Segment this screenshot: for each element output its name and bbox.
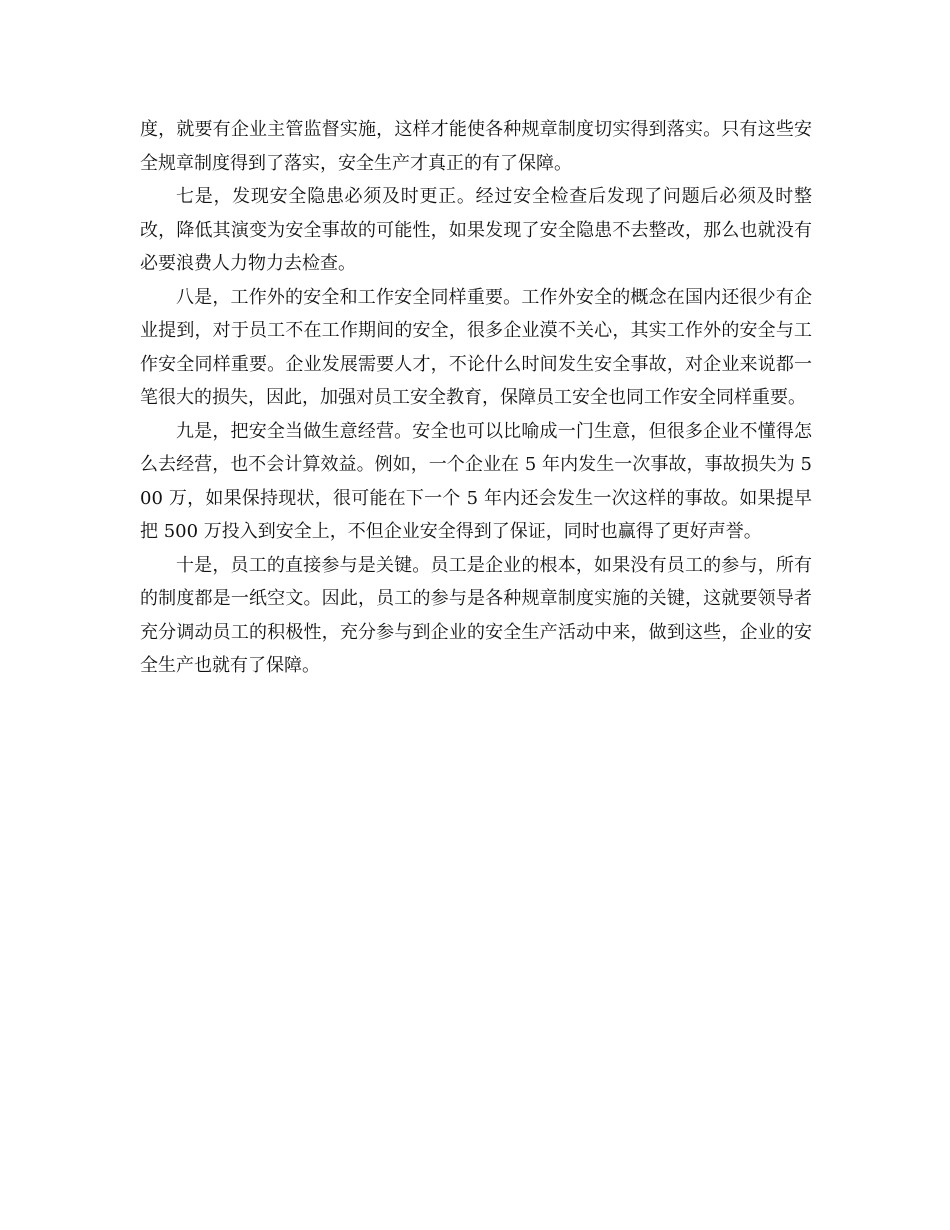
paragraph-item-seven: 七是，发现安全隐患必须及时更正。经过安全检查后发现了问题后必须及时整改，降低其演变为安全事故的可能性，如果发现了安全隐患不去整改，那么也就没有必要浪费人力物力去检查。 [140, 186, 812, 274]
paragraph-item-eight: 八是，工作外的安全和工作安全同样重要。工作外安全的概念在国内还很少有企业提到，对于员工不在工作期间的安全，很多企业漠不关心，其实工作外的安全与工作安全同样重要。企业发展需要人才，不论什么时间发生安全事故，对企业来说都一笔很大的损失，因此，加强对员工安全教育，保障员工安全也同工作安全同样重要。 [140, 286, 812, 408]
document-body [140, 113, 812, 683]
paragraph-item-ten: 十是，员工的直接参与是关键。员工是企业的根本，如果没有员工的参与，所有的制度都是一纸空文。因此，员工的参与是各种规章制度实施的关键，这就要领导者充分调动员工的积极性，充分参与到企业的安全生产活动中来，做到这些，企业的安全生产也就有了保障。 [140, 554, 812, 676]
paragraph-item-nine: 九是，把安全当做生意经营。安全也可以比喻成一门生意，但很多企业不懂得怎么去经营，也不会计算效益。例如，一个企业在 5 年内发生一次事故，事故损失为 500 万，如果保持现状，很可能在下一个 5 年内还会发生一次这样的事故。如果提早把 500 万投入到安全上，不但企业安全得到了保证，同时也赢得了更好声誉。 [140, 420, 812, 542]
paragraph-continuation: 度，就要有企业主管监督实施，这样才能使各种规章制度切实得到落实。只有这些安全规章制度得到了落实，安全生产才真正的有了保障。 [140, 119, 812, 174]
